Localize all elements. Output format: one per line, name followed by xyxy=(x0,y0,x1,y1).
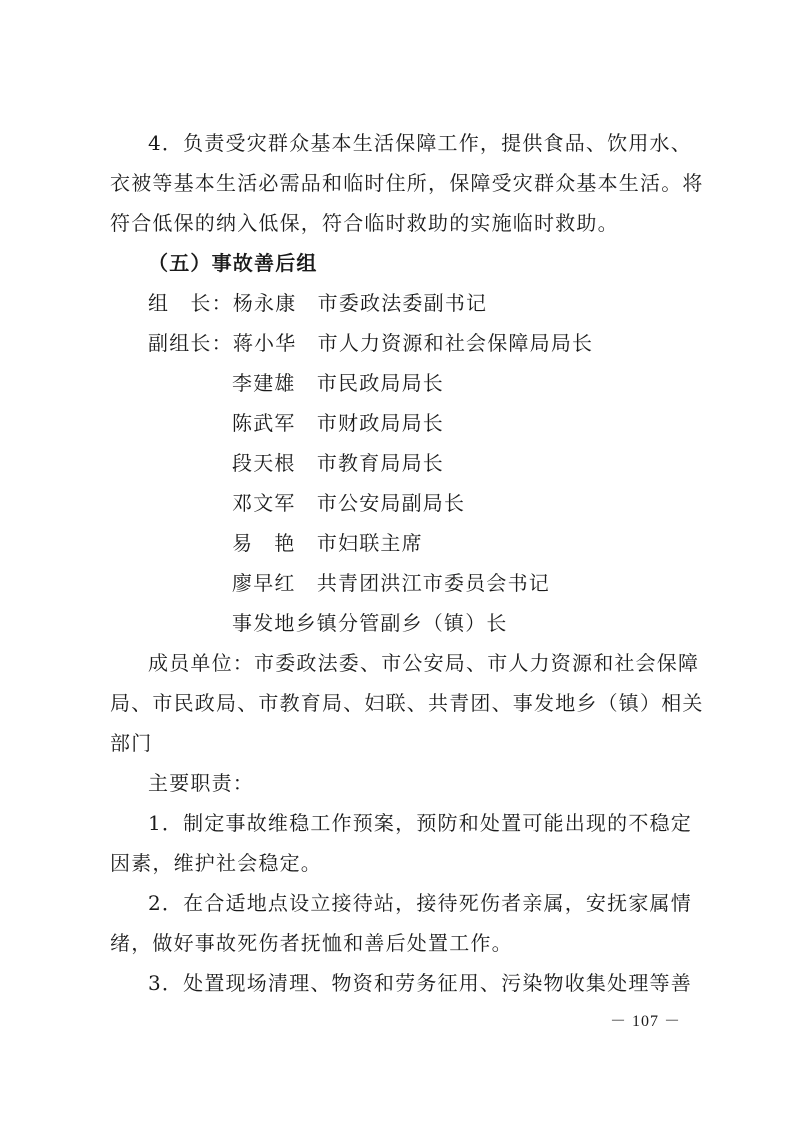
deputy-name: 廖早红 xyxy=(232,571,296,595)
members-line2: 局、市民政局、市教育局、妇联、共青团、事发地乡（镇）相关 xyxy=(110,691,704,715)
duty1-line2: 因素，维护社会稳定。 xyxy=(110,851,322,875)
page-number: － 107 － xyxy=(610,1013,682,1030)
members-line3: 部门 xyxy=(110,731,153,755)
deputy-title: 市妇联主席 xyxy=(316,531,423,555)
deputy-title: 市教育局局长 xyxy=(316,451,445,475)
deputy-title: 市公安局副局长 xyxy=(316,491,466,515)
members-line1: 成员单位：市委政法委、市公安局、市人力资源和社会保障 xyxy=(148,651,700,675)
duty2-line1: 2．在合适地点设立接待站，接待死伤者亲属，安抚家属情 xyxy=(148,891,692,915)
item4-line2: 衣被等基本生活必需品和临时住所，保障受灾群众基本生活。将 xyxy=(110,171,704,195)
deputy-name: 李建雄 xyxy=(232,371,296,395)
section-heading: （五）事故善后组 xyxy=(148,251,318,275)
leader-line xyxy=(148,291,728,315)
deputy-line-1 xyxy=(148,331,728,355)
deputy-title: 市财政局局长 xyxy=(316,411,445,435)
deputy-line-2 xyxy=(232,371,793,395)
deputy-name: 易 艳 xyxy=(232,531,296,555)
deputy-title: 市民政局局长 xyxy=(316,371,445,395)
duty3-line1: 3．处置现场清理、物资和劳务征用、污染物收集处理等善 xyxy=(148,971,692,995)
deputy-line-5 xyxy=(232,491,793,515)
deputy-title: 市人力资源和社会保障局局长 xyxy=(317,331,594,355)
deputy-name: 邓文军 xyxy=(232,491,296,515)
deputy-line-6 xyxy=(232,531,793,555)
deputy-name: 陈武军 xyxy=(232,411,296,435)
deputies-label: 副组长： xyxy=(148,331,233,355)
deputy-extra-line: 事发地乡镇分管副乡（镇）长 xyxy=(232,611,508,635)
deputy-line-3 xyxy=(232,411,793,435)
leader-title: 市委政法委副书记 xyxy=(317,291,488,315)
deputy-title: 共青团洪江市委员会书记 xyxy=(316,571,551,595)
duty2-line2: 绪，做好事故死伤者抚恤和善后处置工作。 xyxy=(110,931,513,955)
leader-label: 组 长： xyxy=(148,291,233,315)
duties-label: 主要职责： xyxy=(148,771,254,795)
deputy-name: 蒋小华 xyxy=(232,331,297,355)
deputy-name: 段天根 xyxy=(232,451,296,475)
duty1-line1: 1．制定事故维稳工作预案，预防和处置可能出现的不稳定 xyxy=(148,811,692,835)
deputy-line-7 xyxy=(232,571,793,595)
item4-line3: 符合低保的纳入低保，符合临时救助的实施临时救助。 xyxy=(110,211,619,235)
item4-line1: 4．负责受灾群众基本生活保障工作，提供食品、饮用水、 xyxy=(148,131,692,155)
leader-name: 杨永康 xyxy=(232,291,297,315)
deputy-line-4 xyxy=(232,451,793,475)
